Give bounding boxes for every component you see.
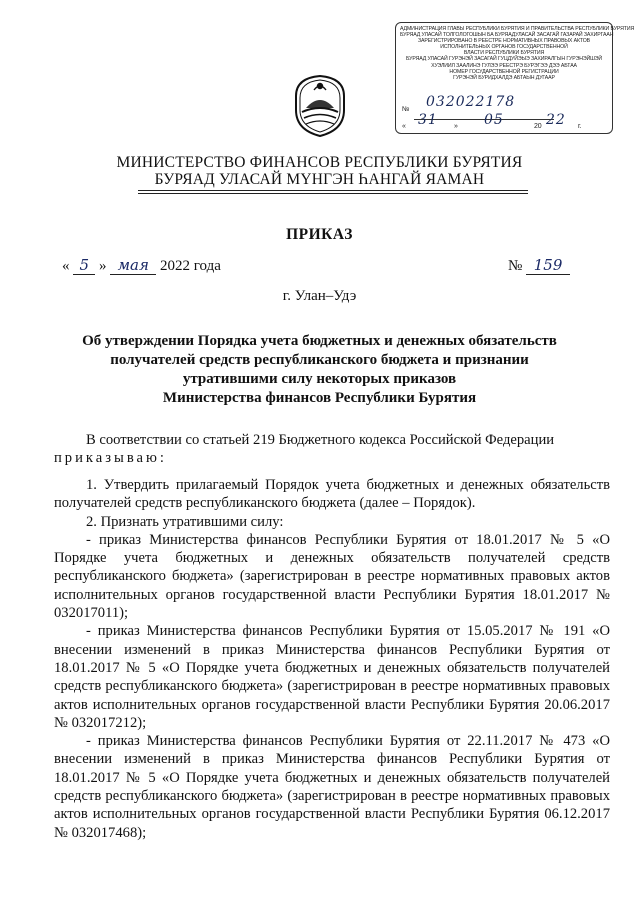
- stamp-line: ГУРЭНЭЙ БУРИДХАЛДЭ АБТАЫН ДУГААР: [453, 74, 555, 81]
- item-2-sub-3: - приказ Министерства финансов Республики Бурятия от 22.11.2017 № 473 «О внесении изменений в приказ Министерства финансов Республики Бурятия от 18.01.2017 № 5 «О Порядке учета бюджетных и денежных обязательств получателей средств республиканского бюджета» (зарегистрирован в реестре нормативных правовых актов исполнительных органов государственной власти Республики Бурятия 06.12.2017 № 032017468);: [54, 733, 610, 841]
- ministry-name-ru: МИНИСТЕРСТВО ФИНАНСОВ РЕСПУБЛИКИ БУРЯТИЯ: [116, 154, 523, 171]
- item-2-sub-2: - приказ Министерства финансов Республики Бурятия от 15.05.2017 № 191 «О внесении изменений в приказ Министерства финансов Республики Бурятия от 18.01.2017 № 5 «О Порядке учета бюджетных и денежных обязательств получателей средств республиканского бюджета» (зарегистрирован в реестре нормативных правовых актов исполнительных органов государственной власти Республики Бурятия 20.06.2017 № 032017212);: [54, 623, 610, 731]
- stamp-date-month: 05: [484, 112, 504, 128]
- date-day: 5: [73, 256, 95, 275]
- coat-of-arms-emblem: [292, 74, 348, 138]
- order-date: [62, 256, 221, 275]
- stamp-year-suffix: г.: [578, 123, 582, 130]
- order-number: [508, 256, 570, 275]
- header-rule-bottom: [138, 193, 528, 194]
- heading-line: утратившими силу некоторых приказов: [182, 371, 457, 387]
- item-1: 1. Утвердить прилагаемый Порядок учета бюджетных и денежных обязательств получателей средств республиканского бюджета (далее – Порядок).: [54, 477, 610, 512]
- order-heading: [0, 332, 639, 408]
- stamp-date-open: «: [402, 123, 406, 130]
- ministry-name-bur: БУРЯАД УЛАСАЙ МҮНГЭН ҺАНГАЙ ЯАМАН: [154, 171, 485, 188]
- stamp-month-underline: [464, 133, 526, 134]
- stamp-day-underline: [410, 133, 450, 134]
- item-2-sub-1: - приказ Министерства финансов Республики Бурятия от 18.01.2017 № 5 «О Порядке учета бюджетных и денежных обязательств получателей средств республиканского бюджета» (зарегистрирован в реестре нормативных правовых актов исполнительных органов государственной власти Республики Бурятия 18.01.2017 № 032017011);: [54, 531, 610, 622]
- order-number-label: №: [508, 258, 523, 274]
- header-rule-top: [138, 190, 528, 191]
- stamp-line: ВЛАСТИ РЕСПУБЛИКИ БУРЯТИЯ: [463, 50, 545, 57]
- date-year: 2022 года: [160, 258, 221, 274]
- stamp-registration-number: 032022178: [426, 94, 516, 110]
- order-number-value: 159: [526, 256, 570, 275]
- heading-line: Министерства финансов Республики Бурятия: [162, 390, 477, 406]
- city: г. Улан–Удэ: [282, 288, 357, 304]
- registration-stamp: [395, 22, 635, 134]
- date-open-quote: «: [62, 258, 70, 274]
- stamp-year-underline: [544, 133, 574, 134]
- preamble-block: [54, 431, 610, 468]
- stamp-line: БУРЯАД УЛАСАЙ ГУРЭНЭЙ ЗАСАГАЙ ГУЦДУЙЭЫЭ ЗАХИРАЛГЫН ГУРЭНЭЙШЭЙ: [405, 56, 603, 63]
- stamp-line: БУРЯАД УЛАСАЙ ТОЛГОЛОГОШЫН БА БУРЯАДУЛАСАЙ ЗАСАГАЙ ГАЗАРАЙ ЗАХИРГААН: [400, 32, 614, 39]
- stamp-line: ИСПОЛНИТЕЛЬНЫХ ОРГАНОВ ГОСУДАРСТВЕННОЙ: [440, 44, 568, 51]
- stamp-line: НОМЕР ГОСУДАРСТВЕННОЙ РЕГИСТРАЦИИ: [449, 68, 559, 75]
- stamp-date-year: 22: [546, 112, 566, 128]
- date-close-quote: »: [99, 258, 107, 274]
- heading-line: Об утверждении Порядка учета бюджетных и денежных обязательств: [82, 333, 557, 349]
- heading-line: получателей средств республиканского бюджета и признании: [110, 352, 529, 368]
- stamp-date-close: »: [454, 123, 458, 130]
- preamble: В соответствии со статьей 219 Бюджетного кодекса Российской Федерации: [86, 432, 555, 448]
- stamp-line: ЗАРЕГИСТРИРОВАНО В РЕЕСТРЕ НОРМАТИВНЫХ ПРАВОВЫХ АКТОВ: [417, 38, 591, 45]
- item-2: 2. Признать утратившими силу:: [86, 513, 284, 530]
- date-month: мая: [110, 256, 156, 275]
- stamp-line: ХУЭЛИИЛ ЗААЛИНЭ ГУЛЭЭ РЕЕСТРЭ БУРЭГЭЭ ДЭЭ АБТАА: [431, 62, 577, 69]
- stamp-line: АДМИНИСТРАЦИЯ ГЛАВЫ РЕСПУБЛИКИ БУРЯТИЯ И ПРАВИТЕЛЬСТВА РЕСПУБЛИКИ БУРЯТИЯ: [400, 26, 635, 32]
- order-word: приказываю:: [54, 450, 167, 467]
- stamp-date-day: 31: [418, 112, 438, 128]
- stamp-year-prefix: 20: [534, 123, 542, 130]
- stamp-number-label: №: [402, 106, 410, 113]
- order-items: [54, 476, 610, 842]
- document-title: ПРИКАЗ: [286, 226, 353, 243]
